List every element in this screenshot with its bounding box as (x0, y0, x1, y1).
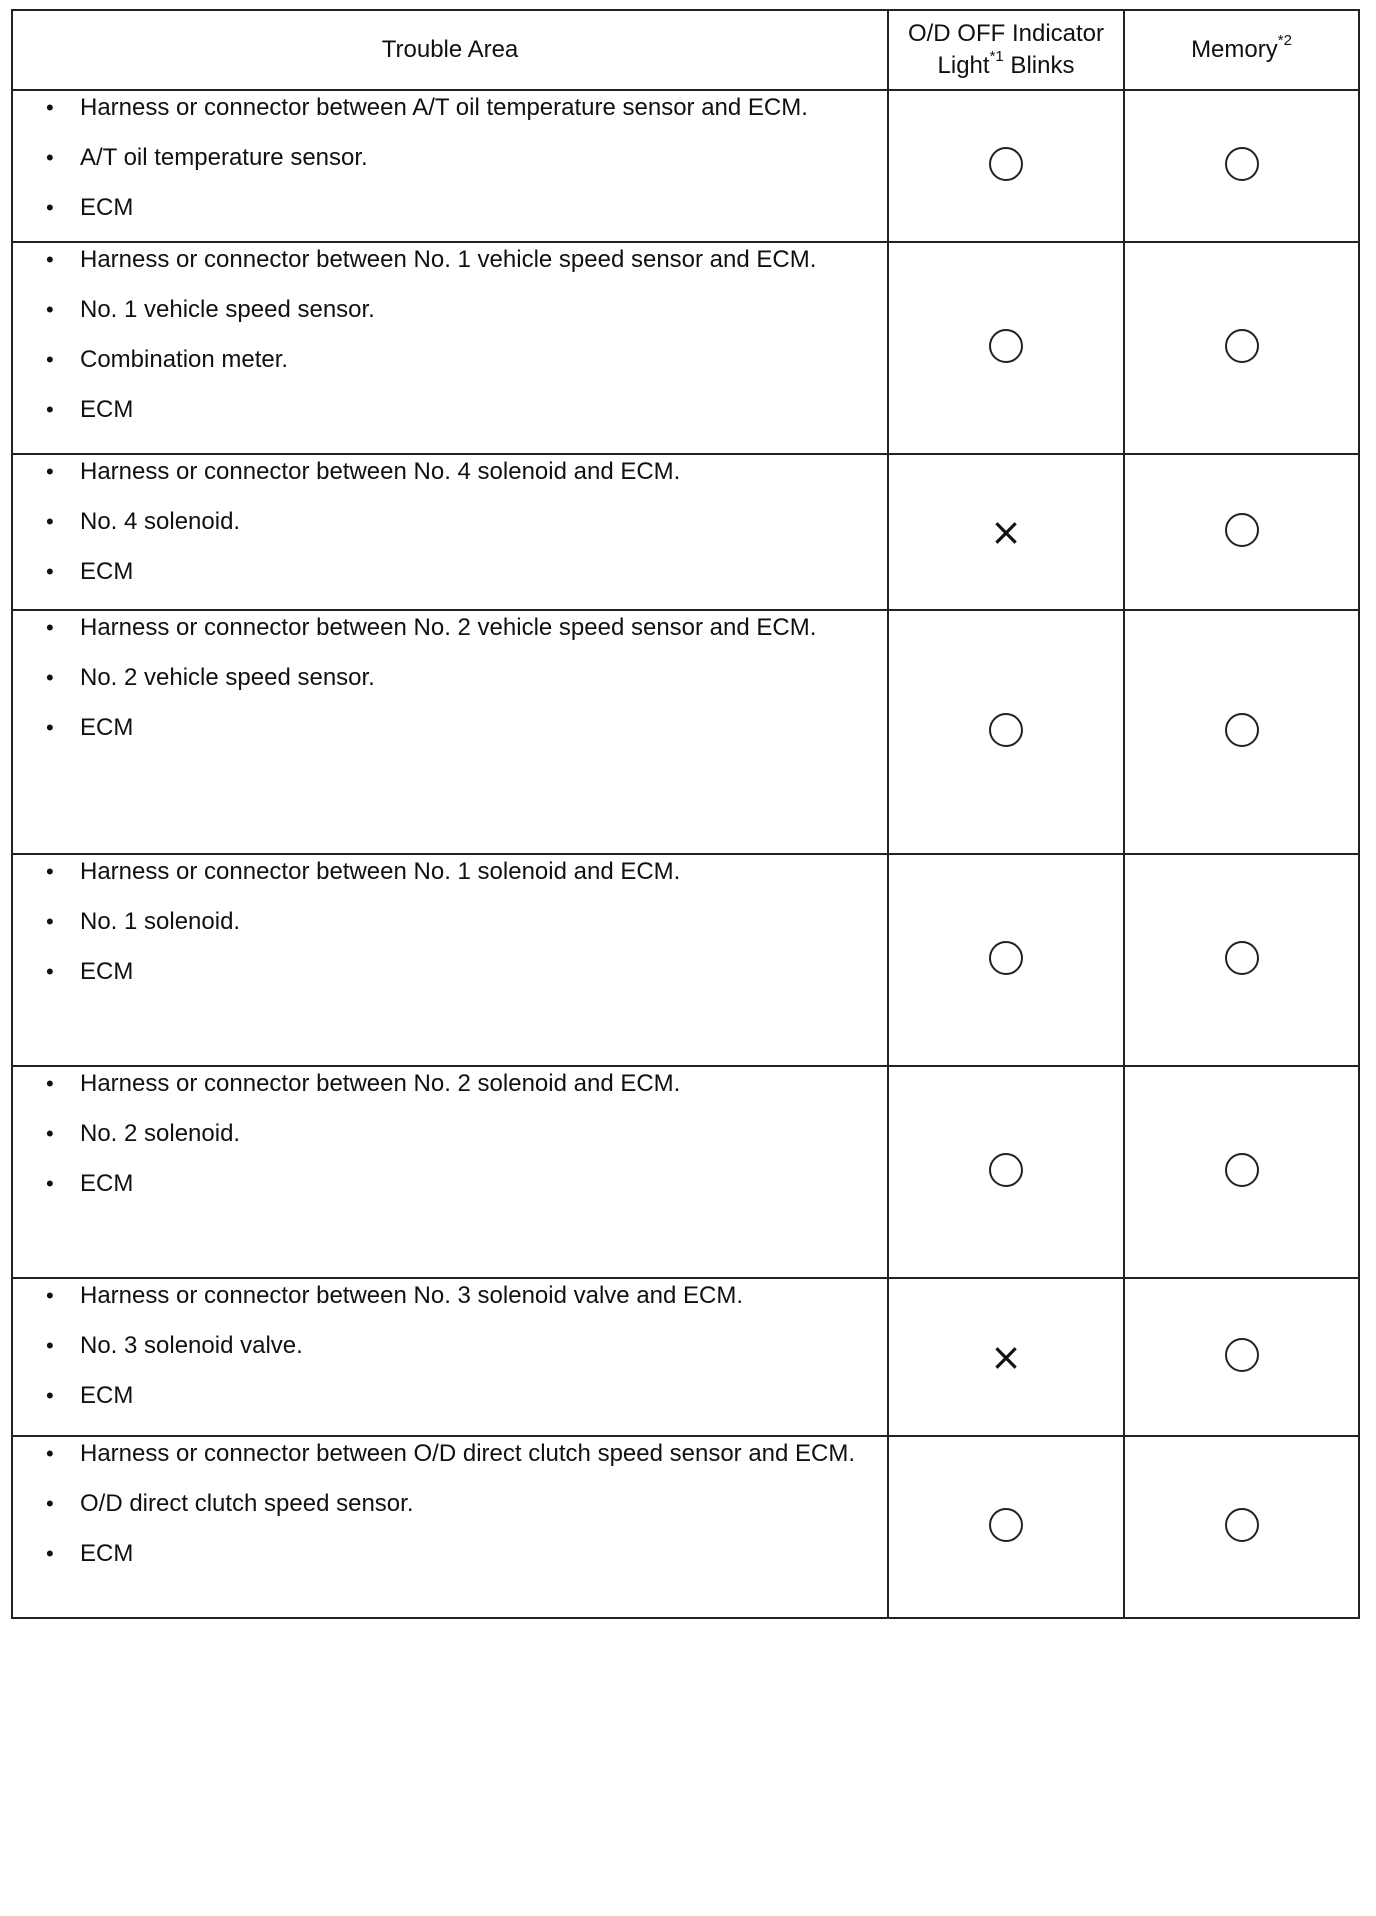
bullet-icon: • (46, 909, 54, 934)
bullet-icon: • (46, 1171, 54, 1196)
trouble-area-cell (12, 454, 888, 610)
header-memory-label: Memory (1191, 36, 1278, 63)
trouble-area-cell (12, 1436, 888, 1618)
indicator-circle-icon (989, 1508, 1023, 1542)
list-item (13, 611, 887, 645)
trouble-area-list (13, 855, 887, 989)
trouble-area-list (13, 91, 887, 225)
list-item-text: ECM (80, 1382, 134, 1409)
indicator-cell (888, 1066, 1124, 1278)
table-row (12, 1436, 1359, 1618)
bullet-icon: • (46, 859, 54, 884)
list-item-text: ECM (80, 958, 134, 985)
bullet-icon: • (46, 1383, 54, 1408)
list-item-text: ECM (80, 194, 134, 221)
list-item-text: Harness or connector between No. 4 solenoid and ECM. (80, 458, 681, 485)
list-item (13, 393, 887, 427)
list-item-text: No. 3 solenoid valve. (80, 1332, 303, 1359)
list-item-text: ECM (80, 558, 134, 585)
indicator-cell (888, 90, 1124, 242)
bullet-icon: • (46, 715, 54, 740)
bullet-icon: • (46, 1491, 54, 1516)
indicator-cell (888, 242, 1124, 454)
indicator-cell (888, 1436, 1124, 1618)
memory-circle-icon (1225, 1338, 1259, 1372)
header-trouble-area-label: Trouble Area (381, 36, 519, 63)
trouble-area-cell (12, 854, 888, 1066)
list-item-text: Harness or connector between A/T oil temperature sensor and ECM. (80, 94, 808, 121)
memory-cell (1124, 1278, 1359, 1436)
list-item-text: A/T oil temperature sensor. (80, 144, 368, 171)
memory-circle-icon (1225, 1508, 1259, 1542)
list-item (13, 505, 887, 539)
list-item (13, 955, 887, 989)
bullet-icon: • (46, 397, 54, 422)
list-item-text: No. 1 solenoid. (80, 908, 241, 935)
bullet-icon: • (46, 615, 54, 640)
trouble-area-list (13, 1437, 887, 1571)
bullet-icon: • (46, 1071, 54, 1096)
trouble-area-list (13, 455, 887, 589)
memory-cell (1124, 242, 1359, 454)
list-item-text: Harness or connector between No. 1 solenoid and ECM. (80, 858, 681, 885)
list-item (13, 91, 887, 125)
table-row (12, 90, 1359, 242)
memory-cell (1124, 90, 1359, 242)
bullet-icon: • (46, 247, 54, 272)
header-indicator-line2-post: Blinks (1003, 52, 1075, 79)
memory-circle-icon (1225, 1153, 1259, 1187)
memory-circle-icon (1225, 329, 1259, 363)
bullet-icon: • (46, 459, 54, 484)
indicator-cell (888, 854, 1124, 1066)
bullet-icon: • (46, 959, 54, 984)
indicator-cross-icon: × (990, 1335, 1022, 1379)
bullet-icon: • (46, 145, 54, 170)
memory-circle-icon (1225, 713, 1259, 747)
list-item-text: Combination meter. (80, 346, 289, 373)
table-row (12, 454, 1359, 610)
trouble-area-cell (12, 610, 888, 854)
table-row (12, 854, 1359, 1066)
trouble-area-cell (12, 1066, 888, 1278)
list-item (13, 855, 887, 889)
memory-cell (1124, 1436, 1359, 1618)
table-row (12, 610, 1359, 854)
bullet-icon: • (46, 195, 54, 220)
list-item (13, 343, 887, 377)
list-item (13, 711, 887, 745)
bullet-icon: • (46, 95, 54, 120)
list-item-text: O/D direct clutch speed sensor. (80, 1490, 414, 1517)
list-item-text: ECM (80, 396, 134, 423)
list-item (13, 1379, 887, 1413)
list-item (13, 243, 887, 277)
bullet-icon: • (46, 509, 54, 534)
list-item (13, 1537, 887, 1571)
bullet-icon: • (46, 1333, 54, 1358)
bullet-icon: • (46, 1441, 54, 1466)
list-item-text: No. 2 solenoid. (80, 1120, 241, 1147)
header-memory-footnote: *2 (1277, 32, 1292, 49)
trouble-area-cell (12, 242, 888, 454)
list-item (13, 191, 887, 225)
memory-circle-icon (1225, 941, 1259, 975)
trouble-area-cell (12, 1278, 888, 1436)
list-item-text: Harness or connector between No. 2 vehicle speed sensor and ECM. (80, 614, 817, 641)
list-item (13, 555, 887, 589)
indicator-cross-icon: × (990, 510, 1022, 554)
bullet-icon: • (46, 559, 54, 584)
bullet-icon: • (46, 1283, 54, 1308)
header-indicator-line2 (889, 50, 1123, 82)
bullet-icon: • (46, 347, 54, 372)
memory-circle-icon (1225, 147, 1259, 181)
trouble-area-list (13, 611, 887, 745)
indicator-circle-icon (989, 1153, 1023, 1187)
list-item (13, 455, 887, 489)
list-item-text: Harness or connector between No. 1 vehicle speed sensor and ECM. (80, 246, 817, 273)
list-item (13, 1279, 887, 1313)
indicator-circle-icon (989, 713, 1023, 747)
list-item-text: Harness or connector between O/D direct clutch speed sensor and ECM. (80, 1440, 856, 1467)
trouble-area-cell (12, 90, 888, 242)
memory-cell (1124, 454, 1359, 610)
list-item (13, 1117, 887, 1151)
list-item-text: No. 4 solenoid. (80, 508, 241, 535)
list-item (13, 1167, 887, 1201)
indicator-cell (888, 454, 1124, 610)
table-row (12, 1066, 1359, 1278)
table-row (12, 242, 1359, 454)
table-body (12, 90, 1359, 1618)
list-item-text: ECM (80, 1540, 134, 1567)
indicator-circle-icon (989, 147, 1023, 181)
table-row (12, 1278, 1359, 1436)
list-item (13, 661, 887, 695)
header-trouble-area (12, 10, 888, 90)
memory-cell (1124, 610, 1359, 854)
trouble-area-table (11, 9, 1360, 1619)
bullet-icon: • (46, 1121, 54, 1146)
bullet-icon: • (46, 665, 54, 690)
list-item (13, 905, 887, 939)
list-item-text: No. 1 vehicle speed sensor. (80, 296, 375, 323)
list-item (13, 141, 887, 175)
list-item-text: Harness or connector between No. 2 solenoid and ECM. (80, 1070, 681, 1097)
trouble-area-list (13, 1067, 887, 1201)
bullet-icon: • (46, 1541, 54, 1566)
trouble-area-list (13, 1279, 887, 1413)
list-item (13, 1487, 887, 1521)
header-indicator-line1: O/D OFF Indicator (907, 20, 1105, 47)
list-item-text: No. 2 vehicle speed sensor. (80, 664, 375, 691)
list-item (13, 1437, 887, 1471)
header-row (12, 10, 1359, 90)
bullet-icon: • (46, 297, 54, 322)
header-memory (1124, 10, 1359, 90)
list-item (13, 1329, 887, 1363)
header-indicator-footnote: *1 (989, 48, 1004, 65)
list-item-text: Harness or connector between No. 3 solenoid valve and ECM. (80, 1282, 744, 1309)
indicator-cell (888, 610, 1124, 854)
list-item-text: ECM (80, 714, 134, 741)
list-item (13, 293, 887, 327)
indicator-circle-icon (989, 941, 1023, 975)
header-indicator-light (888, 10, 1124, 90)
memory-circle-icon (1225, 513, 1259, 547)
indicator-circle-icon (989, 329, 1023, 363)
memory-cell (1124, 854, 1359, 1066)
memory-cell (1124, 1066, 1359, 1278)
trouble-area-list (13, 243, 887, 427)
list-item-text: ECM (80, 1170, 134, 1197)
indicator-cell (888, 1278, 1124, 1436)
list-item (13, 1067, 887, 1101)
header-indicator-line2-pre: Light (937, 52, 990, 79)
